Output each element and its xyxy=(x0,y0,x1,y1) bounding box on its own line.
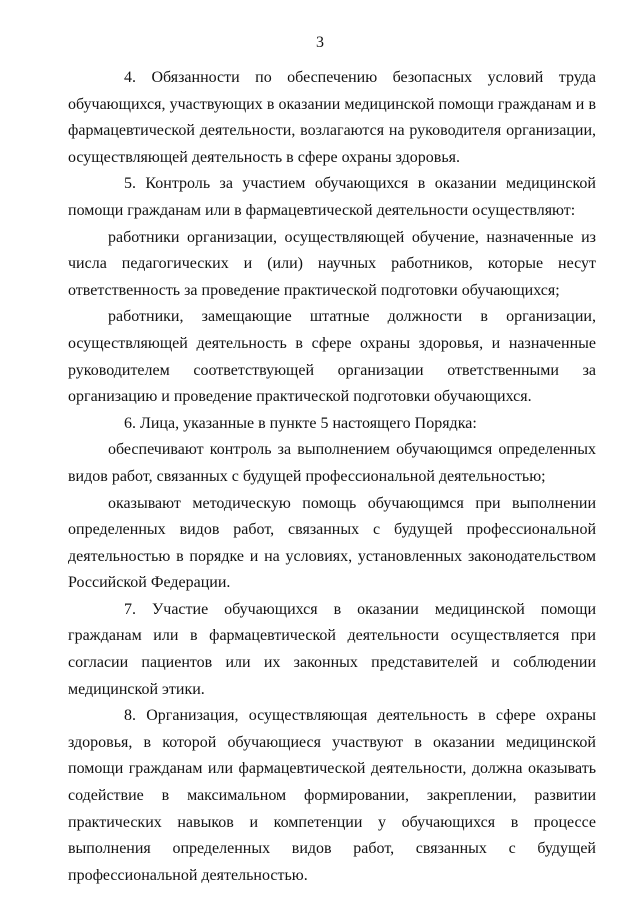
paragraph-8-organization-assistance: 8. Организация, осуществляющая деятельность в сфере охраны здоровья, в которой обучающиеся участвуют в оказании медицинской помощи гражданам или фармацевтической деятельности, должна оказывать содействие в максимальном формировании, закреплении, развитии практических навыков и компетенции у обучающихся в процессе выполнения определенных видов работ, связанных с будущей профессиональной деятельностью. xyxy=(68,707,596,884)
page-number: 3 xyxy=(316,34,324,51)
paragraph-7-consent: 7. Участие обучающихся в оказании медицинской помощи гражданам или в фармацевтической деятельности осуществляется при согласии пациентов или их законных представителей и соблюдении медицинской этики. xyxy=(68,600,596,698)
paragraph-4-safety-duties: 4. Обязанности по обеспечению безопасных условий труда обучающихся, участвующих в оказании медицинской помощи гражданам и в фармацевтической деятельности, возлагаются на руководителя организации, осуществляющей деятельность в сфере охраны здоровья. xyxy=(68,69,596,166)
paragraph-6-persons: 6. Лица, указанные в пункте 5 настоящего Порядка: xyxy=(124,414,477,432)
paragraph-5-supervision: 5. Контроль за участием обучающихся в оказании медицинской помощи гражданам или в фармацевтической деятельности осуществляют: xyxy=(68,175,596,219)
document-body xyxy=(68,65,596,889)
paragraph-5-item-education-staff: работники организации, осуществляющей обучение, назначенные из числа педагогических и (или) научных работников, которые несут ответственность за проведение практической подготовки обучающихся; xyxy=(68,228,596,299)
paragraph-6-item-control: обеспечивают контроль за выполнением обучающимся определенных видов работ, связанных с будущей профессиональной деятельностью; xyxy=(68,441,596,485)
paragraph-5-item-health-staff: работники, замещающие штатные должности в организации, осуществляющей деятельность в сфере охраны здоровья, и назначенные руководителем соответствующей организации ответственными за организацию и проведение практической подготовки обучающихся. xyxy=(68,308,596,406)
paragraph-6-item-methodical-help: оказывают методическую помощь обучающимся при выполнении определенных видов работ, связанных с будущей профессиональной деятельностью в порядке и на условиях, установленных законодательством Российской Федерации. xyxy=(68,494,596,592)
